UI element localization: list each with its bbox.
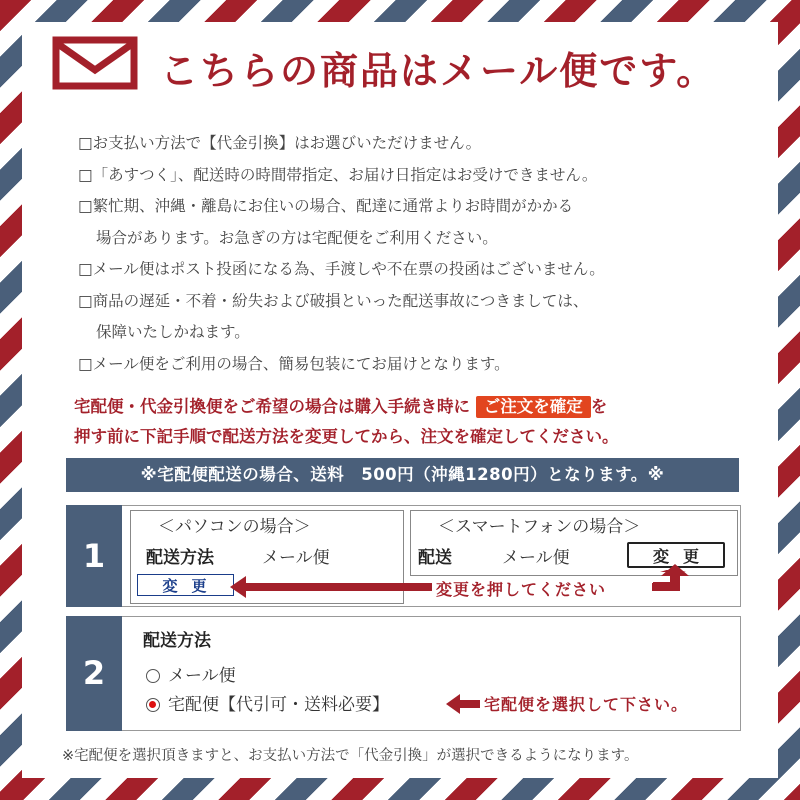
warning-text [74,392,774,452]
step2-hint: 宅配便を選択して下さい。 [484,695,689,714]
sp-change-button[interactable]: 変更 [627,542,725,568]
page-title: こちらの商品はメール便です。 [160,49,717,93]
notice-item: □商品の遅延・不着・紛失および破損といった配送事故につきましては、 [78,291,589,310]
notice-item: □「あすつく」、配送時の時間帯指定、お届け日指定はお受けできません。 [78,165,598,184]
warning-line2: 押す前に下記手順で配送方法を変更してから、注文を確定してください。 [74,427,619,446]
step1-number: 1 [66,505,122,607]
warning-line1-end: を [590,397,608,416]
arrow-left-icon [446,694,480,714]
confirm-order-label: ご注文を確定 [476,396,591,418]
step1-hint: 変更を押してください [436,580,607,599]
radio-home-delivery[interactable] [146,690,389,715]
radio-mail-delivery[interactable] [146,661,236,686]
arrow-up-icon [649,564,689,592]
notice-item: □メール便をご利用の場合、簡易包装にてお届けとなります。 [78,354,510,373]
notice-list [78,128,758,380]
notice-item-continued: 場合があります。お急ぎの方は宅配便をご利用ください。 [96,228,498,247]
pc-shipping-label: 配送方法 [146,548,214,568]
sp-shipping-value: メール便 [502,548,570,568]
footnote: ※宅配便を選択頂きますと、お支払い方法で「代金引換」が選択できるようになります。 [62,748,639,764]
pc-shipping-value: メール便 [262,548,330,568]
warning-line1: 宅配便・代金引換便をご希望の場合は購入手続き時に [74,397,470,416]
notice-item: □メール便はポスト投函になる為、手渡しや不在票の投函はございません。 [78,260,605,278]
shipping-fee-banner: ※宅配便配送の場合、送料 500円（沖縄1280円）となります。※ [66,458,739,492]
radio-home-label: 宅配便【代引可・送料必要】 [168,695,389,715]
pc-change-button[interactable]: 変更 [137,574,234,596]
radio-selected-icon [146,698,160,712]
sp-panel-title: ＜スマートフォンの場合＞ [438,517,641,537]
envelope-icon [52,36,138,90]
step2-shipping-label: 配送方法 [143,631,211,651]
notice-item-continued: 保障いたしかねます。 [96,323,250,341]
radio-mail-label: メール便 [168,666,236,686]
sp-shipping-label: 配送 [418,548,452,568]
notice-item: □繁忙期、沖縄・離島にお住いの場合、配達に通常よりお時間がかかる [78,197,574,215]
step2-number: 2 [66,616,122,731]
notice-item: □お支払い方法で【代金引換】はお選びいただけません。 [78,134,482,152]
pc-panel-title: ＜パソコンの場合＞ [158,517,311,537]
radio-unselected-icon [146,669,160,683]
